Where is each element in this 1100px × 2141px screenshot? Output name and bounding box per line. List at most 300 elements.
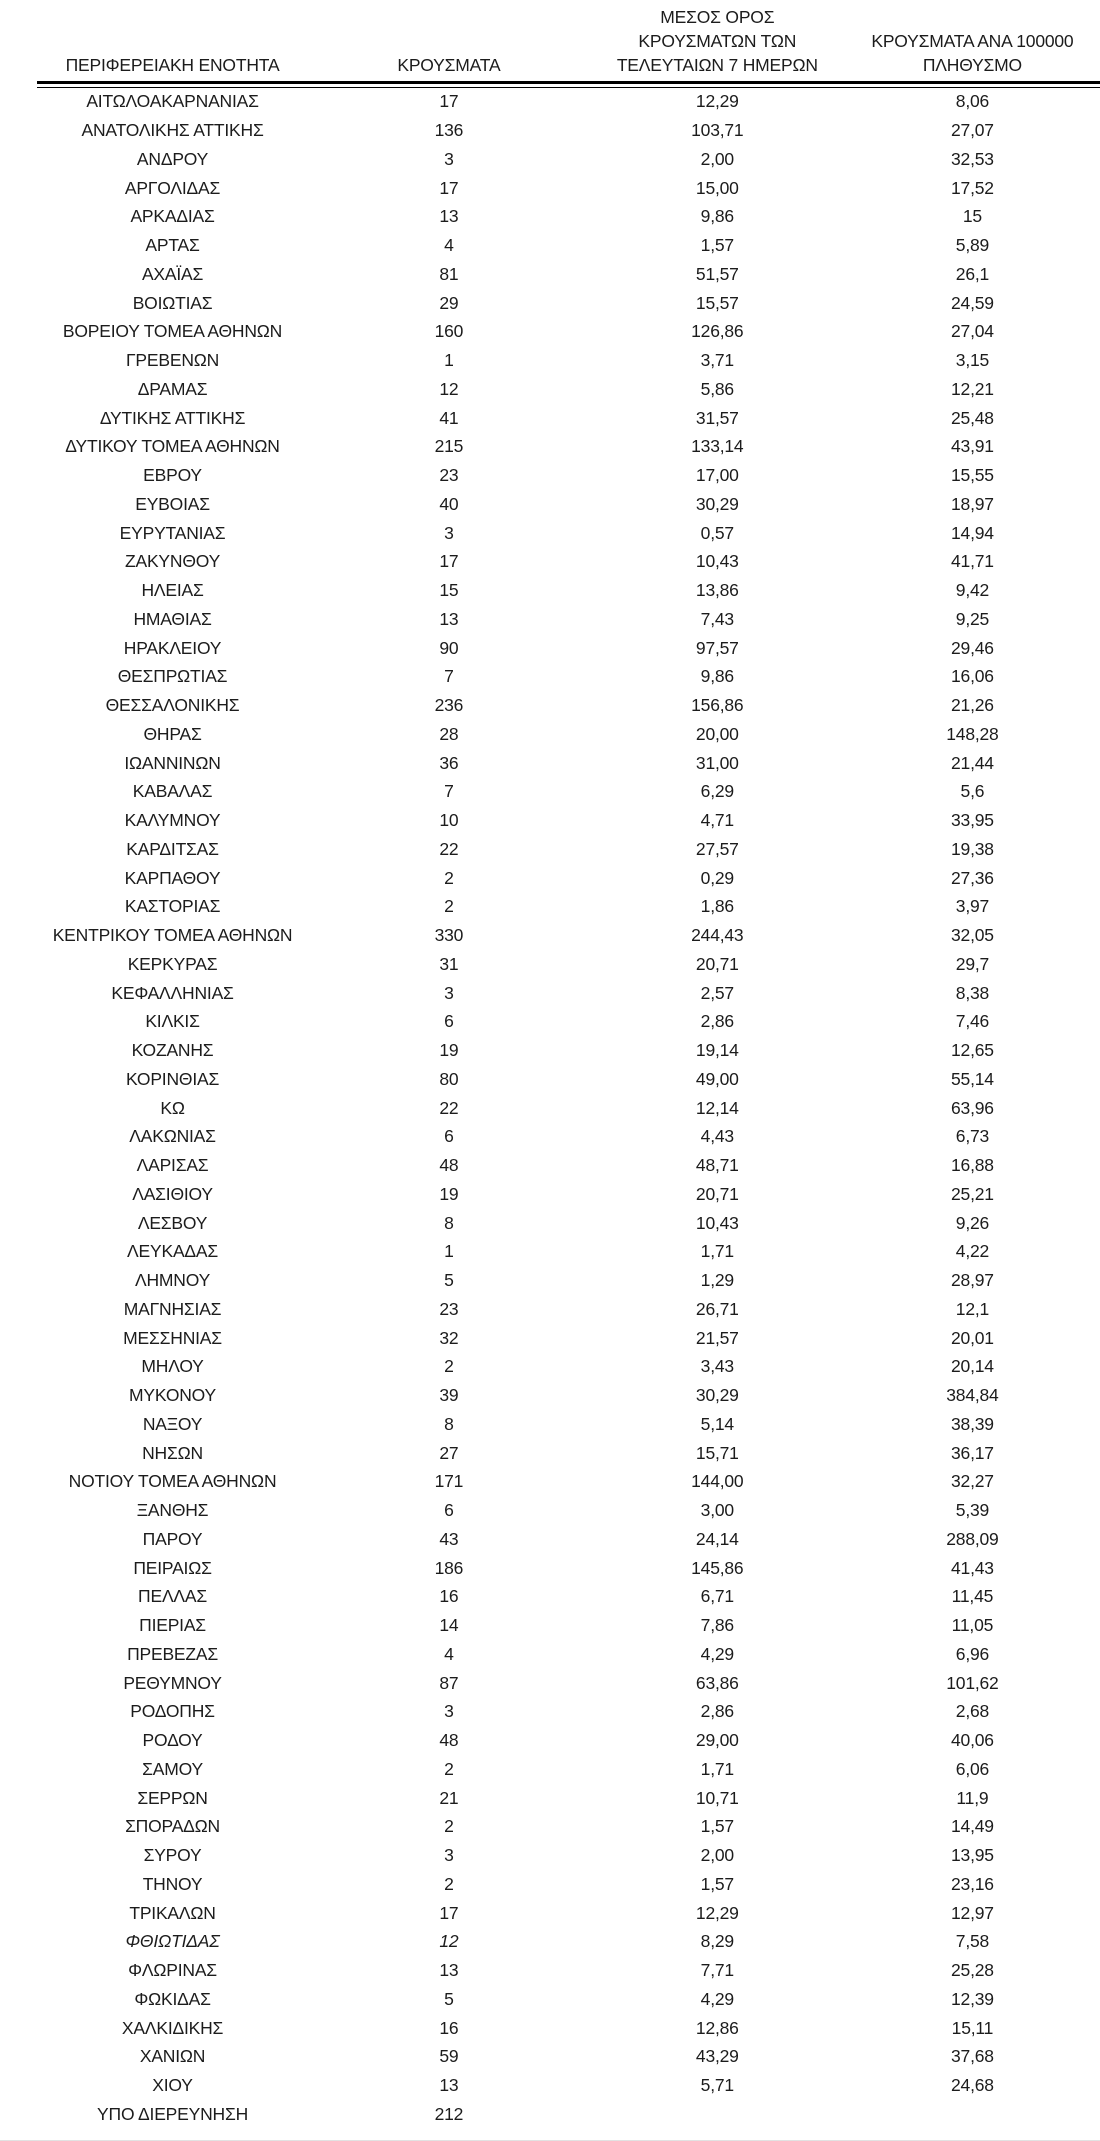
cell-avg7: 63,86 (695, 1672, 739, 1693)
cell-cases: 59 (439, 2046, 459, 2067)
cell-per100k: 23,16 (951, 1873, 994, 1894)
cell-avg7: 145,86 (691, 1557, 744, 1578)
table-row (37, 1870, 1100, 1899)
cell-avg7: 17,00 (695, 465, 739, 486)
cell-per100k: 5,6 (960, 781, 985, 802)
cell-cases: 6 (444, 1126, 454, 1147)
cell-avg7: 51,57 (695, 263, 739, 284)
cell-cases: 186 (434, 1557, 464, 1578)
cell-per100k: 33,95 (951, 810, 994, 831)
cell-region: ΙΩΑΝΝΙΝΩΝ (124, 752, 221, 773)
table-row (37, 1209, 1100, 1238)
cell-region: ΚΕΝΤΡΙΚΟΥ ΤΟΜΕΑ ΑΘΗΝΩΝ (52, 925, 293, 946)
cell-region: ΝΗΣΩΝ (142, 1442, 203, 1463)
cell-cases: 31 (439, 953, 459, 974)
cell-cases: 17 (439, 1902, 459, 1923)
cell-avg7: 13,86 (695, 580, 739, 601)
cell-per100k: 8,06 (955, 91, 990, 112)
cell-cases: 6 (444, 1500, 454, 1521)
table-row (37, 145, 1100, 174)
cell-region: ΛΑΣΙΘΙΟΥ (132, 1183, 213, 1204)
cell-region: ΑΧΑΪΑΣ (141, 263, 204, 284)
cell-per100k: 36,17 (951, 1442, 994, 1463)
cell-per100k: 25,21 (951, 1183, 994, 1204)
cell-avg7: 19,14 (695, 1040, 739, 1061)
cell-avg7: 9,86 (700, 666, 734, 687)
cell-cases: 4 (444, 1643, 454, 1664)
cell-region: ΚΟΖΑΝΗΣ (131, 1040, 214, 1061)
cell-region: ΣΥΡΟΥ (143, 1845, 202, 1866)
cell-avg7: 31,00 (695, 752, 739, 773)
cell-region: ΛΑΚΩΝΙΑΣ (129, 1126, 216, 1147)
table-row (37, 1123, 1100, 1152)
cell-avg7: 12,29 (695, 91, 739, 112)
cell-cases: 171 (434, 1471, 464, 1492)
cell-per100k: 11,05 (951, 1615, 994, 1636)
cell-per100k: 6,06 (955, 1758, 990, 1779)
cell-cases: 32 (439, 1327, 459, 1348)
cell-per100k: 9,25 (955, 608, 990, 629)
table-row (37, 605, 1100, 634)
cell-cases: 2 (444, 896, 454, 917)
cell-cases: 13 (439, 206, 459, 227)
cell-region: ΚΑΡΠΑΘΟΥ (124, 867, 221, 888)
table-row (37, 576, 1100, 605)
cell-region: ΡΟΔΟΥ (142, 1730, 203, 1751)
cell-per100k: 11,9 (956, 1787, 989, 1808)
cell-per100k: 26,1 (955, 263, 990, 284)
table-row (37, 1295, 1100, 1324)
cell-per100k: 12,39 (951, 1988, 994, 2009)
cell-per100k: 28,97 (951, 1270, 994, 1291)
table-row (37, 1324, 1100, 1353)
cell-avg7: 12,14 (695, 1097, 739, 1118)
table-row (37, 1065, 1100, 1094)
table-row (37, 1036, 1100, 1065)
cell-region: ΛΕΣΒΟΥ (137, 1212, 208, 1233)
cell-per100k: 9,26 (955, 1212, 990, 1233)
cell-per100k: 40,06 (951, 1730, 994, 1751)
cell-cases: 90 (439, 637, 459, 658)
cell-per100k: 25,28 (951, 1960, 994, 1981)
table-row (37, 806, 1100, 835)
cell-per100k: 21,44 (951, 752, 994, 773)
column-header-per100k: ΚΡΟΥΣΜΑΤΑ ΑΝΑ 100000 ΠΛΗΘΥΣΜΟ (871, 31, 1074, 75)
cell-per100k: 18,97 (951, 493, 994, 514)
cell-per100k: 27,07 (951, 120, 994, 141)
cell-avg7: 103,71 (691, 120, 744, 141)
cell-per100k: 12,21 (951, 378, 994, 399)
cell-avg7: 2,86 (700, 1701, 734, 1722)
cell-region: ΤΡΙΚΑΛΩΝ (129, 1902, 216, 1923)
cell-cases: 5 (444, 1988, 454, 2009)
cell-cases: 16 (439, 2017, 459, 2038)
cell-per100k: 29,46 (951, 637, 994, 658)
cell-cases: 19 (439, 1183, 459, 1204)
table-row (37, 1669, 1100, 1698)
cell-cases: 40 (439, 493, 459, 514)
cell-cases: 1 (444, 1241, 454, 1262)
cell-cases: 27 (439, 1442, 459, 1463)
cell-region: ΠΙΕΡΙΑΣ (139, 1615, 206, 1636)
cell-cases: 4 (444, 235, 454, 256)
cell-avg7: 10,43 (695, 551, 739, 572)
cell-avg7: 5,86 (700, 378, 734, 399)
cell-per100k: 38,39 (951, 1413, 994, 1434)
table-row (37, 1813, 1100, 1842)
cell-cases: 39 (439, 1385, 459, 1406)
table-row (37, 2014, 1100, 2043)
cell-cases: 43 (439, 1528, 459, 1549)
table-row (37, 1841, 1100, 1870)
column-header-avg7: ΜΕΣΟΣ ΟΡΟΣ ΚΡΟΥΣΜΑΤΩΝ ΤΩΝ ΤΕΛΕΥΤΑΙΩΝ 7 ΗΜΕΡΩΝ (616, 7, 818, 75)
cell-per100k: 32,27 (951, 1471, 994, 1492)
cell-cases: 2 (444, 1758, 454, 1779)
cell-per100k: 20,01 (951, 1327, 994, 1348)
cell-region: ΖΑΚΥΝΘΟΥ (124, 551, 221, 572)
cell-avg7: 12,86 (695, 2017, 739, 2038)
cell-avg7: 1,57 (700, 235, 734, 256)
cell-avg7: 4,43 (700, 1126, 734, 1147)
cell-region: ΤΗΝΟΥ (142, 1873, 203, 1894)
cell-cases: 215 (434, 436, 464, 457)
table-row (37, 1381, 1100, 1410)
table-row (37, 778, 1100, 807)
table-row (37, 1784, 1100, 1813)
cell-cases: 15 (439, 580, 459, 601)
cell-avg7: 20,71 (695, 1183, 739, 1204)
cell-per100k: 14,94 (951, 522, 994, 543)
cell-region: ΚΑΛΥΜΝΟΥ (124, 810, 221, 831)
cell-avg7: 10,43 (695, 1212, 739, 1233)
cell-per100k: 32,05 (951, 925, 994, 946)
cell-avg7: 20,00 (695, 723, 739, 744)
cell-per100k: 16,06 (951, 666, 994, 687)
cell-cases: 6 (444, 1011, 454, 1032)
cell-region: ΑΡΓΟΛΙΔΑΣ (124, 177, 221, 198)
cell-per100k: 24,68 (951, 2075, 994, 2096)
cell-region: ΕΒΡΟΥ (143, 465, 202, 486)
cell-cases: 136 (434, 120, 464, 141)
cell-cases: 3 (444, 1845, 454, 1866)
table-row (37, 1698, 1100, 1727)
cell-cases: 8 (444, 1212, 454, 1233)
cell-per100k: 12,1 (955, 1298, 990, 1319)
cell-avg7: 7,71 (700, 1960, 734, 1981)
table-row (37, 979, 1100, 1008)
cell-region: ΛΗΜΝΟΥ (134, 1270, 211, 1291)
cell-cases: 13 (439, 1960, 459, 1981)
table-row (37, 749, 1100, 778)
cell-region: ΕΥΒΟΙΑΣ (135, 493, 210, 514)
table-row (37, 1726, 1100, 1755)
table-row (37, 893, 1100, 922)
cell-per100k: 21,26 (951, 695, 994, 716)
cell-region: ΒΟΙΩΤΙΑΣ (132, 292, 213, 313)
cell-cases: 14 (439, 1615, 459, 1636)
cell-region: ΒΟΡΕΙΟΥ ΤΟΜΕΑ ΑΘΗΝΩΝ (62, 321, 283, 342)
cell-region: ΧΙΟΥ (152, 2075, 193, 2096)
cell-per100k: 12,97 (951, 1902, 994, 1923)
table-row (37, 691, 1100, 720)
cell-avg7: 15,71 (695, 1442, 739, 1463)
table-row (37, 318, 1100, 347)
cell-avg7: 0,29 (700, 867, 734, 888)
cell-avg7: 2,00 (700, 148, 734, 169)
cell-region: ΘΕΣΣΑΛΟΝΙΚΗΣ (105, 695, 240, 716)
cell-per100k: 3,97 (955, 896, 990, 917)
cell-cases: 7 (444, 666, 454, 687)
table-row (37, 2071, 1100, 2100)
cell-per100k: 11,45 (951, 1586, 994, 1607)
cell-per100k: 4,22 (955, 1241, 990, 1262)
cell-avg7: 144,00 (691, 1471, 744, 1492)
cell-region: ΚΩ (160, 1097, 185, 1118)
table-row (37, 1755, 1100, 1784)
cell-per100k: 41,71 (951, 551, 994, 572)
cell-region: ΠΡΕΒΕΖΑΣ (127, 1643, 218, 1664)
table-row (37, 1238, 1100, 1267)
cell-region: ΓΡΕΒΕΝΩΝ (125, 350, 220, 371)
cell-avg7: 1,71 (700, 1241, 734, 1262)
cell-cases: 48 (439, 1155, 459, 1176)
cell-region: ΗΜΑΘΙΑΣ (133, 608, 212, 629)
cell-per100k: 8,38 (955, 982, 990, 1003)
table-row (37, 346, 1100, 375)
cell-per100k: 63,96 (951, 1097, 994, 1118)
cell-per100k: 15 (962, 206, 982, 227)
cell-region: ΣΑΜΟΥ (142, 1758, 203, 1779)
cell-region: ΚΑΒΑΛΑΣ (132, 781, 213, 802)
cell-region: ΥΠΟ ΔΙΕΡΕΥΝΗΣΗ (97, 2103, 249, 2124)
table-row (37, 1439, 1100, 1468)
cell-per100k: 3,15 (955, 350, 990, 371)
cell-cases: 87 (439, 1672, 459, 1693)
cell-region: ΦΘΙΩΤΙΔΑΣ (125, 1931, 220, 1952)
cell-per100k: 16,88 (951, 1155, 994, 1176)
cell-region: ΡΟΔΟΠΗΣ (130, 1701, 215, 1722)
cell-avg7: 1,71 (700, 1758, 734, 1779)
cell-avg7: 49,00 (695, 1068, 739, 1089)
cell-per100k: 15,55 (951, 465, 994, 486)
cell-cases: 21 (439, 1787, 459, 1808)
cell-avg7: 30,29 (695, 493, 739, 514)
cell-avg7: 3,00 (700, 1500, 734, 1521)
table-row (37, 231, 1100, 260)
cell-avg7: 21,57 (695, 1327, 739, 1348)
column-header-cases: ΚΡΟΥΣΜΑΤΑ (397, 55, 501, 75)
cell-per100k: 2,68 (955, 1701, 990, 1722)
table-row (37, 433, 1100, 462)
cell-cases: 160 (434, 321, 464, 342)
cell-cases: 41 (439, 407, 459, 428)
cell-per100k: 148,28 (946, 723, 999, 744)
cell-region: ΔΥΤΙΚΗΣ ΑΤΤΙΚΗΣ (99, 407, 246, 428)
cell-avg7: 3,43 (700, 1356, 734, 1377)
cell-region: ΘΕΣΠΡΩΤΙΑΣ (117, 666, 228, 687)
cell-cases: 3 (444, 522, 454, 543)
cell-per100k: 6,96 (955, 1643, 990, 1664)
table-row (37, 2043, 1100, 2072)
cell-per100k: 27,36 (951, 867, 994, 888)
table-row (37, 289, 1100, 318)
table-row (37, 1266, 1100, 1295)
cell-region: ΧΑΛΚΙΔΙΚΗΣ (121, 2017, 224, 2038)
table-row (37, 1410, 1100, 1439)
table-row (37, 519, 1100, 548)
table-row (37, 1611, 1100, 1640)
table-row (37, 1094, 1100, 1123)
table-row (37, 1899, 1100, 1928)
cell-avg7: 0,57 (700, 522, 734, 543)
cell-cases: 1 (444, 350, 454, 371)
cell-avg7: 97,57 (695, 637, 739, 658)
cell-per100k: 288,09 (946, 1528, 999, 1549)
cell-cases: 5 (444, 1270, 454, 1291)
cell-cases: 8 (444, 1413, 454, 1434)
cell-cases: 2 (444, 867, 454, 888)
cell-cases: 19 (439, 1040, 459, 1061)
table-row (37, 1008, 1100, 1037)
cell-cases: 330 (434, 925, 464, 946)
cell-region: ΑΝΔΡΟΥ (136, 148, 209, 169)
table-row (37, 174, 1100, 203)
table-row (37, 461, 1100, 490)
table-row (37, 720, 1100, 749)
table-row (37, 116, 1100, 145)
cell-region: ΚΙΛΚΙΣ (145, 1011, 200, 1032)
cell-per100k: 6,73 (955, 1126, 990, 1147)
cell-avg7: 126,86 (691, 321, 744, 342)
cell-region: ΠΕΛΛΑΣ (138, 1586, 208, 1607)
table-row (37, 1496, 1100, 1525)
cell-region: ΝΑΞΟΥ (142, 1413, 203, 1434)
cell-region: ΡΕΘΥΜΝΟΥ (123, 1672, 222, 1693)
cell-region: ΣΠΟΡΑΔΩΝ (125, 1816, 220, 1837)
cell-avg7: 4,29 (700, 1988, 734, 2009)
cell-per100k: 101,62 (946, 1672, 999, 1693)
cell-region: ΚΕΡΚΥΡΑΣ (127, 953, 218, 974)
cell-avg7: 29,00 (695, 1730, 739, 1751)
cell-cases: 10 (439, 810, 459, 831)
cell-avg7: 15,00 (695, 177, 739, 198)
cell-cases: 3 (444, 148, 454, 169)
cell-region: ΚΑΣΤΟΡΙΑΣ (124, 896, 221, 917)
cell-region: ΝΟΤΙΟΥ ΤΟΜΕΑ ΑΘΗΝΩΝ (68, 1471, 277, 1492)
table-row (37, 634, 1100, 663)
cell-cases: 22 (439, 838, 459, 859)
cell-avg7: 9,86 (700, 206, 734, 227)
table-row (37, 1554, 1100, 1583)
cell-per100k: 27,04 (951, 321, 994, 342)
cell-region: ΠΕΙΡΑΙΩΣ (133, 1557, 212, 1578)
cell-region: ΜΑΓΝΗΣΙΑΣ (123, 1298, 222, 1319)
cell-cases: 80 (439, 1068, 459, 1089)
cell-avg7: 4,71 (700, 810, 734, 831)
cell-per100k: 7,58 (955, 1931, 990, 1952)
table-row (37, 1180, 1100, 1209)
cell-avg7: 6,29 (700, 781, 734, 802)
cell-region: ΕΥΡΥΤΑΝΙΑΣ (119, 522, 226, 543)
table-row (37, 1353, 1100, 1382)
cell-per100k: 55,14 (951, 1068, 994, 1089)
cell-region: ΚΕΦΑΛΛΗΝΙΑΣ (111, 982, 234, 1003)
cell-region: ΗΛΕΙΑΣ (141, 580, 204, 601)
cell-per100k: 9,42 (955, 580, 990, 601)
cell-avg7: 4,29 (700, 1643, 734, 1664)
cell-region: ΦΛΩΡΙΝΑΣ (128, 1960, 217, 1981)
table-row (37, 1151, 1100, 1180)
cell-per100k: 17,52 (951, 177, 994, 198)
cell-cases: 2 (444, 1873, 454, 1894)
table-row (37, 375, 1100, 404)
cell-avg7: 5,71 (700, 2075, 734, 2096)
table-row (37, 404, 1100, 433)
cell-cases: 7 (444, 781, 454, 802)
cell-region: ΞΑΝΘΗΣ (136, 1500, 209, 1521)
cell-avg7: 3,71 (700, 350, 734, 371)
cell-per100k: 20,14 (951, 1356, 994, 1377)
cell-region: ΣΕΡΡΩΝ (137, 1787, 208, 1808)
cell-cases: 236 (434, 695, 464, 716)
table-row (37, 88, 1100, 117)
cell-per100k: 14,49 (951, 1816, 994, 1837)
table-row (37, 950, 1100, 979)
cell-per100k: 384,84 (946, 1385, 999, 1406)
cell-region: ΔΡΑΜΑΣ (137, 378, 208, 399)
table-row (37, 548, 1100, 577)
cell-region: ΜΕΣΣΗΝΙΑΣ (123, 1327, 222, 1348)
cell-per100k: 13,95 (951, 1845, 994, 1866)
cell-avg7: 1,86 (700, 896, 734, 917)
cell-region: ΦΩΚΙΔΑΣ (134, 1988, 211, 2009)
table-row (37, 864, 1100, 893)
cell-cases: 17 (439, 177, 459, 198)
cell-region: ΠΑΡΟΥ (142, 1528, 203, 1549)
cell-avg7: 1,57 (700, 1816, 734, 1837)
cell-cases: 23 (439, 1298, 459, 1319)
table-row (37, 1525, 1100, 1554)
cell-avg7: 7,86 (700, 1615, 734, 1636)
cell-avg7: 6,71 (700, 1586, 734, 1607)
cell-region: ΘΗΡΑΣ (143, 723, 202, 744)
cell-cases: 17 (439, 551, 459, 572)
cell-region: ΑΙΤΩΛΟΑΚΑΡΝΑΝΙΑΣ (86, 91, 259, 112)
cell-avg7: 244,43 (691, 925, 744, 946)
cell-per100k: 5,89 (955, 235, 990, 256)
cell-cases: 3 (444, 982, 454, 1003)
cell-region: ΚΑΡΔΙΤΣΑΣ (126, 838, 219, 859)
cell-avg7: 30,29 (695, 1385, 739, 1406)
cell-per100k: 5,39 (955, 1500, 990, 1521)
cell-region: ΧΑΝΙΩΝ (139, 2046, 206, 2067)
cell-cases: 13 (439, 608, 459, 629)
cell-avg7: 27,57 (695, 838, 739, 859)
table-row (37, 2100, 1100, 2129)
table-row (37, 921, 1100, 950)
regional-cases-table (37, 5, 1100, 2129)
cell-per100k: 29,7 (955, 953, 990, 974)
cell-region: ΜΗΛΟΥ (141, 1356, 204, 1377)
cell-cases: 17 (439, 91, 459, 112)
cell-avg7: 43,29 (695, 2046, 739, 2067)
cell-per100k: 43,91 (951, 436, 994, 457)
cell-region: ΑΡΚΑΔΙΑΣ (130, 206, 215, 227)
cell-region: ΜΥΚΟΝΟΥ (129, 1385, 217, 1406)
cell-avg7: 2,86 (700, 1011, 734, 1032)
cell-avg7: 12,29 (695, 1902, 739, 1923)
cell-region: ΗΡΑΚΛΕΙΟΥ (123, 637, 222, 658)
